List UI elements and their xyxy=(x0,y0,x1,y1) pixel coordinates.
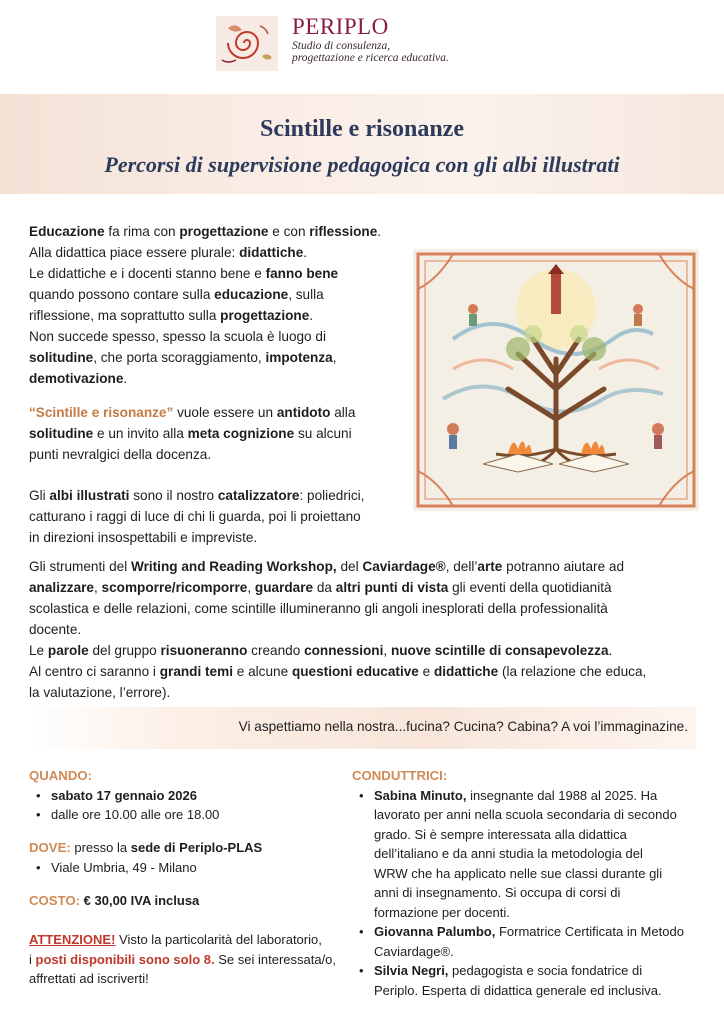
when-time: dalle ore 10.00 alle ore 18.00 xyxy=(51,807,220,822)
where-section: DOVE: presso la sede di Periplo-PLAS • Viale Umbria, 49 - Milano xyxy=(29,838,349,877)
brand-tagline-2: progettazione e ricerca educativa. xyxy=(292,52,449,64)
when-section xyxy=(29,766,349,825)
cost-label: COSTO: xyxy=(29,893,81,908)
periplo-logo xyxy=(216,16,278,71)
attention-section: ATTENZIONE! Visto la particolarità del laboratorio, i posti disponibili sono solo 8. Se sei interessata/o, affrettati ad iscriverti! xyxy=(29,932,337,986)
tree-illustration xyxy=(413,249,699,511)
conductors-label: CONDUTTRICI: xyxy=(352,768,448,783)
where-label: DOVE: xyxy=(29,840,71,855)
brand-block xyxy=(292,14,449,64)
cost-section xyxy=(29,891,349,911)
cta-text: Vi aspettiamo nella nostra...fucina? Cucina? Cabina? A voi l’immaginazine. xyxy=(238,719,688,734)
conductors-section xyxy=(352,766,702,1000)
where-place: sede di Periplo-PLAS xyxy=(130,840,263,855)
page-subtitle: Percorsi di supervisione pedagogica con gli albi illustrati xyxy=(104,152,620,177)
conductor-item: • Giovanna Palumbo, Formatrice Certificata in Metodo Caviardage®. xyxy=(352,922,702,961)
when-label: QUANDO: xyxy=(29,768,93,783)
conductor-item: • Sabina Minuto, insegnante dal 1988 al 2025. Ha lavorato per anni nella scuola secondaria di secondo grado. Si è sempre interessata alla didattica dell’italiano e da anni studia la metodologia del WRW che ha applicato nelle sue classi durante gli anni di insegnamento. Si occupa di corsi di formazione per docenti. xyxy=(352,786,702,923)
page-title: Scintille e risonanze xyxy=(260,116,464,142)
brand-name: PERIPLO xyxy=(292,14,389,39)
when-date: sabato 17 gennaio 2026 xyxy=(51,787,197,803)
brand-tagline-1: Studio di consulenza, xyxy=(292,40,391,52)
conductor-item: • Silvia Negri, pedagogista e socia fondatrice di Periplo. Esperta di didattica generale ed inclusiva. xyxy=(352,961,702,1000)
tools-paragraph: Gli strumenti del Writing and Reading Workshop, del Caviardage®, dell’arte potranno aiutare ad analizzare, scomporre/ricomporre, guardare da altri punti di vista gli eventi della quotidianità scolastica e delle relazioni, come scintille illumineranno gli angoli inesplorati della professionalità docente. Le parole del gruppo risuoneranno creando connessioni, nuove scintille di consapevolezza. Al centro ci saranno i grandi temi e alcune questioni educative e didattiche (la relazione che educa, la valutazione, l’errore). xyxy=(29,559,647,700)
title-band xyxy=(0,94,724,194)
intro-paragraph: Educazione fa rima con progettazione e con riflessione. Alla didattica piace essere plurale: didattiche. Le didattiche e i docenti stanno bene e fanno bene quando possono contare sulla educazione, sulla riflessione, ma soprattutto sulla progettazione. Non succede spesso, spesso la scuola è luogo di solitudine, che porta scoraggiamento, impotenza, demotivazione. xyxy=(29,224,382,386)
where-address: Viale Umbria, 49 - Milano xyxy=(51,859,197,875)
cost-value: € 30,00 IVA inclusa xyxy=(80,893,200,908)
albi-paragraph: Gli albi illustrati sono il nostro catalizzatore: poliedrici, catturano i raggi di luce di chi li guarda, poi li proiettano in direzioni insospettabili e impreviste. xyxy=(29,488,365,545)
attention-label: ATTENZIONE! xyxy=(29,932,116,947)
antidote-paragraph: “Scintille e risonanze” vuole essere un antidoto alla solitudine e un invito alla meta cognizione su alcuni punti nevralgici della docenza. xyxy=(29,405,356,462)
